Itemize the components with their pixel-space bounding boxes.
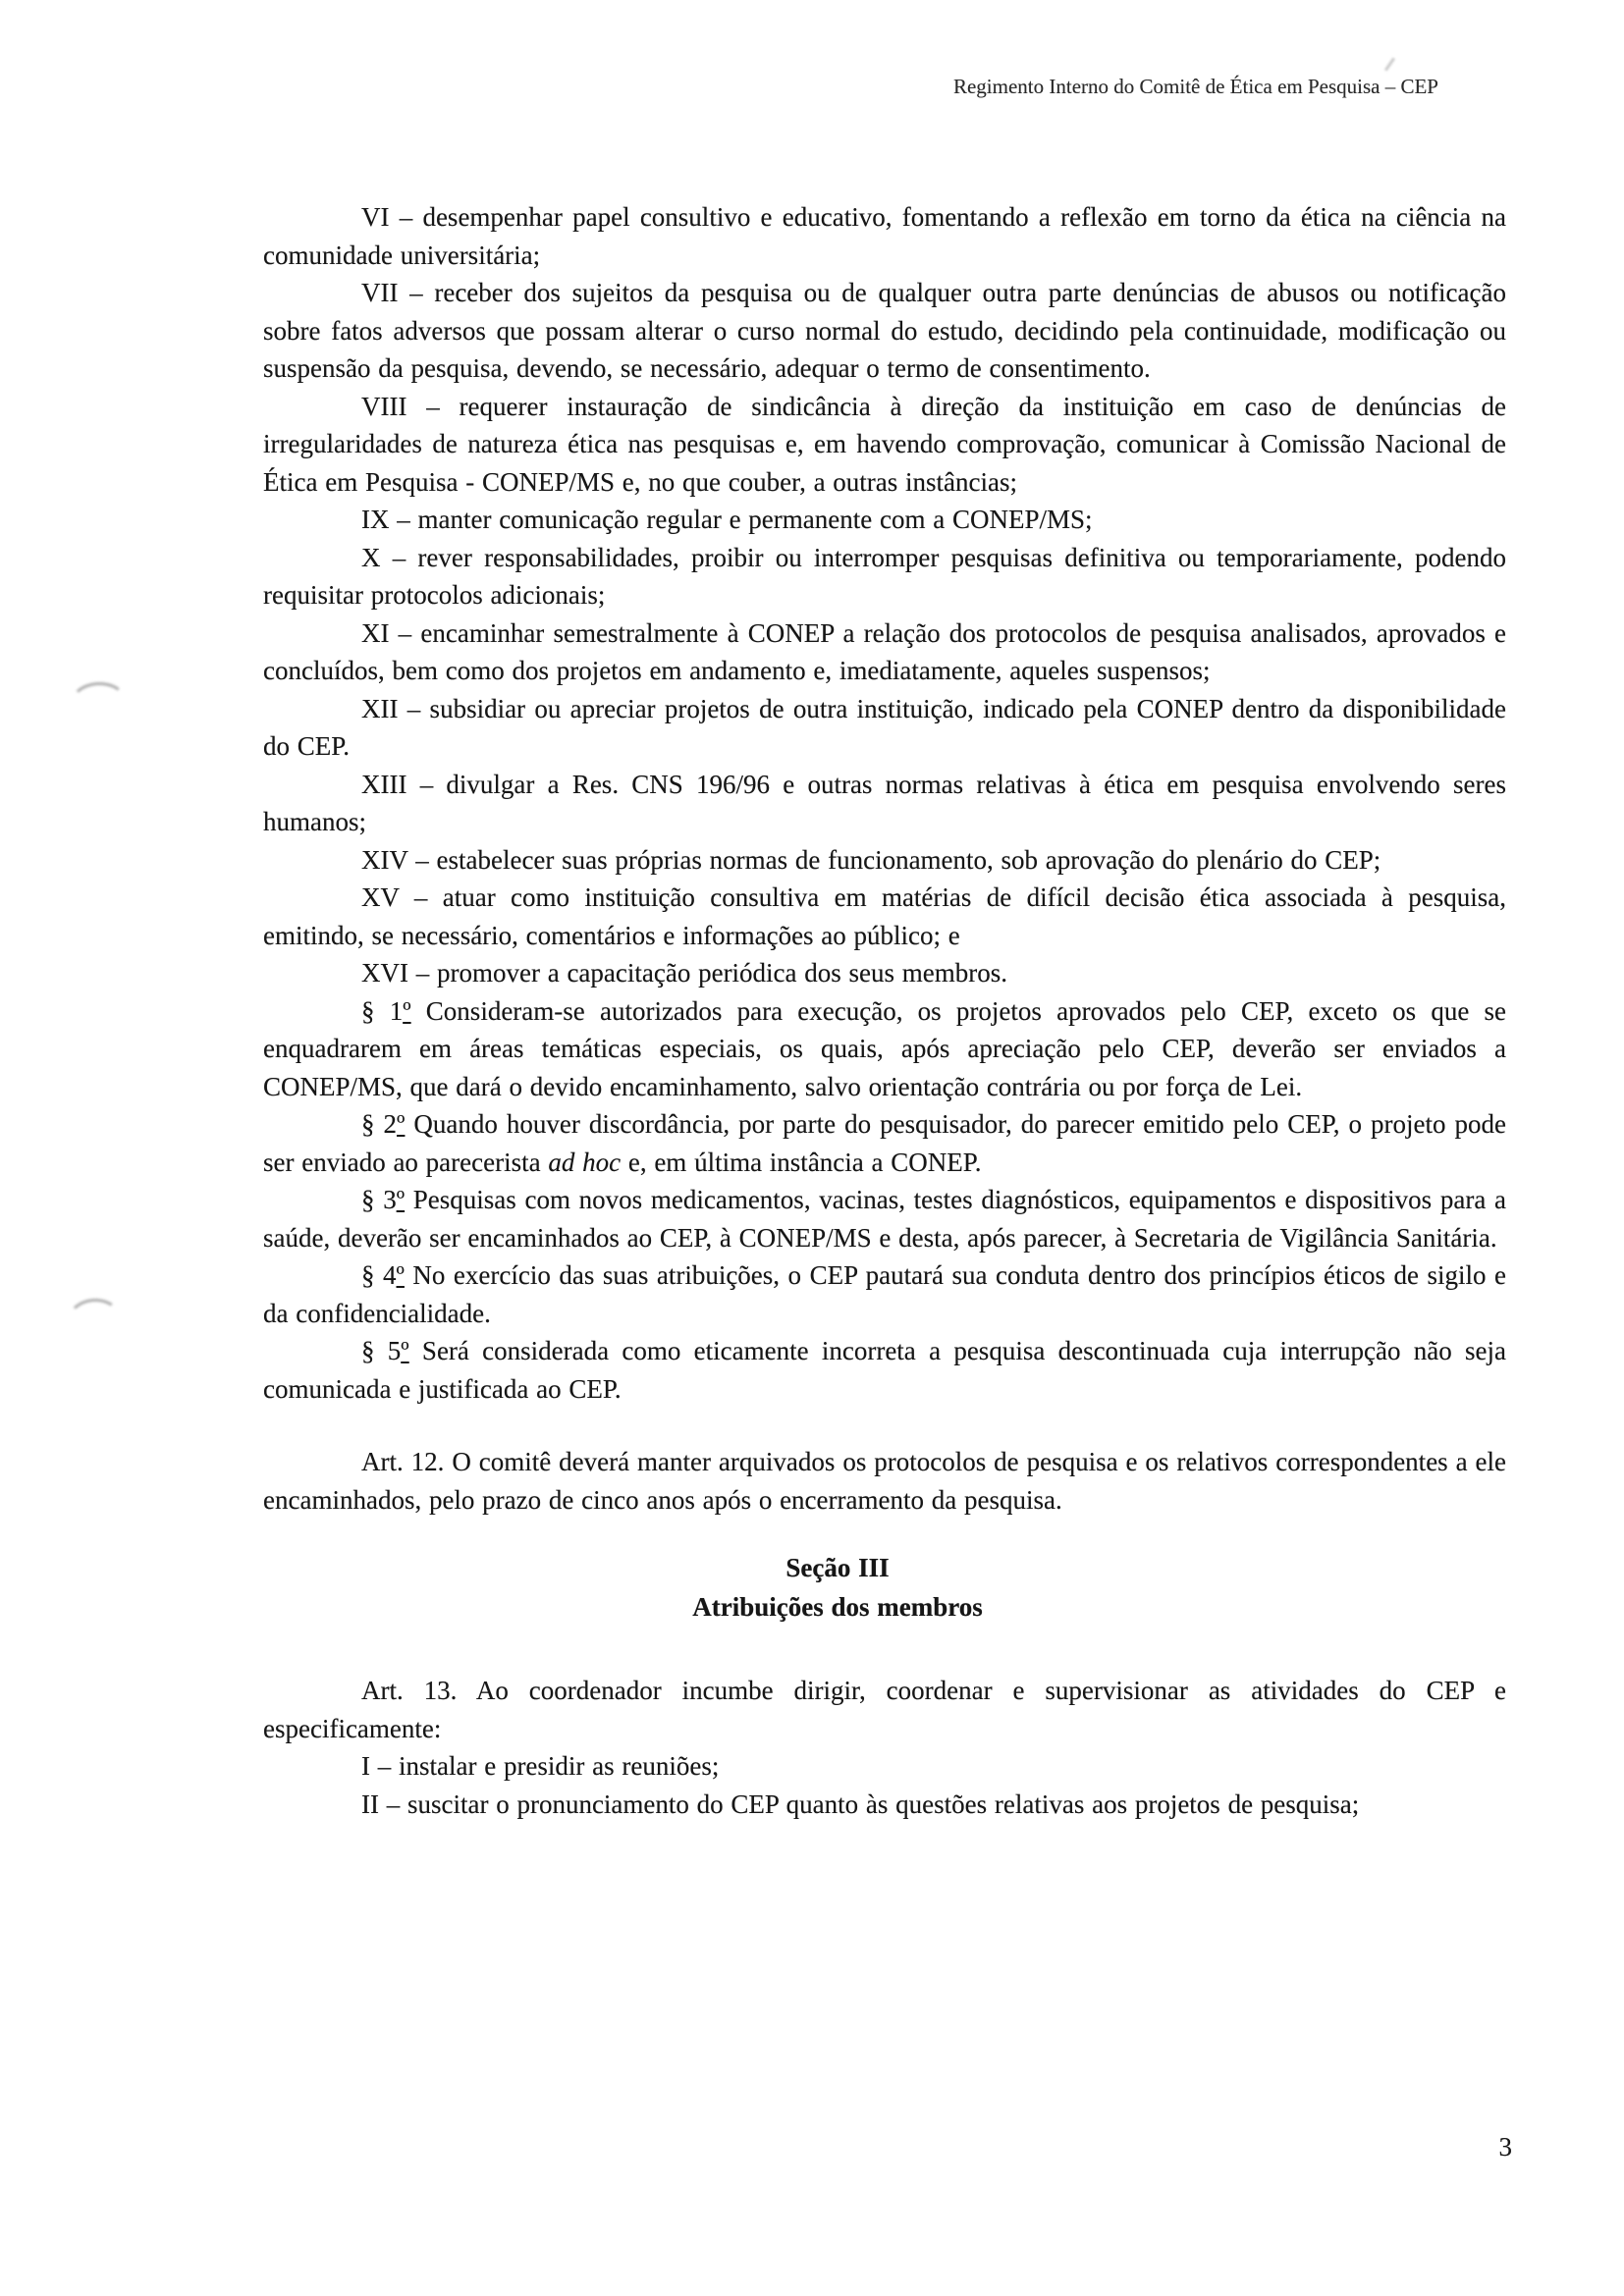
- paragraph-text: VI – desempenhar papel consultivo e educativo, fomentando a reflexão em torno da ética na ciência na comunidade universitária;: [263, 202, 1506, 270]
- paragraph: [263, 1786, 1506, 1824]
- scan-arc-artifact: [66, 1297, 122, 1343]
- paragraph: [263, 1443, 1506, 1519]
- paragraph-text: I – instalar e presidir as reuniões;: [361, 1751, 720, 1781]
- paragraph-text: ad hoc: [548, 1147, 622, 1177]
- paragraph-text: § 2: [361, 1109, 398, 1139]
- section-heading: [216, 1548, 1459, 1627]
- paragraph-text: º: [396, 1260, 405, 1290]
- paragraph-text: º: [401, 1336, 409, 1365]
- paragraph: [263, 1105, 1506, 1181]
- paragraph-text: Quando houver discordância, por parte do pesquisador, do parecer emitido pelo CEP, o projeto pode ser enviado ao parecerista: [263, 1109, 1506, 1177]
- paragraph: [263, 274, 1506, 388]
- paragraph-text: XVI – promover a capacitação periódica dos seus membros.: [361, 958, 1008, 988]
- paragraph: [263, 1747, 1506, 1786]
- paragraph: [263, 841, 1506, 880]
- paragraph-text: Pesquisas com novos medicamentos, vacinas, testes diagnósticos, equipamentos e dispositivos para a saúde, deverão ser encaminhados ao CEP, à CONEP/MS e desta, após parecer, à Secretaria de Vigilância Sanitária.: [263, 1185, 1506, 1253]
- paragraph-text: Art. 13. Ao coordenador incumbe dirigir, coordenar e supervisionar as atividades do CEP e especificamente:: [263, 1676, 1506, 1743]
- running-header: Regimento Interno do Comitê de Ética em Pesquisa – CEP: [952, 75, 1438, 98]
- paragraph-text: XII – subsidiar ou apreciar projetos de outra instituição, indicado pela CONEP dentro da disponibilidade do CEP.: [263, 693, 1506, 761]
- scan-arc-artifact: [69, 680, 129, 726]
- paragraph: [263, 766, 1506, 841]
- paragraph: [263, 992, 1506, 1106]
- paragraph: [263, 1256, 1506, 1332]
- paragraph-text: XI – encaminhar semestralmente à CONEP a relação dos protocolos de pesquisa analisados, aprovados e concluídos, bem como dos projetos em andamento e, imediatamente, aqueles suspensos;: [263, 617, 1506, 685]
- paragraph: [263, 539, 1506, 614]
- paragraph: [263, 1181, 1506, 1256]
- paragraph-text: IX – manter comunicação regular e permanente com a CONEP/MS;: [361, 505, 1093, 534]
- page-number: 3: [1498, 2132, 1512, 2162]
- paragraph: [263, 501, 1506, 539]
- paragraph-text: Art. 12. O comitê deverá manter arquivados os protocolos de pesquisa e os relativos correspondentes a ele encaminhados, pelo prazo de cinco anos após o encerramento da pesquisa.: [263, 1447, 1506, 1515]
- paragraph: [263, 388, 1506, 502]
- paragraph-text: XV – atuar como instituição consultiva em matérias de difícil decisão ética associada à pesquisa, emitindo, se necessário, comentários e informações ao público; e: [263, 882, 1506, 950]
- vertical-gap: [263, 1627, 1506, 1672]
- paragraph-text: Consideram-se autorizados para execução, os projetos aprovados pelo CEP, exceto os que se enquadrarem em áreas temáticas especiais, os quais, após apreciação pelo CEP, deverão ser enviados a CONEP/MS, que dará o devido encaminhamento, salvo orientação contrária ou por força de Lei.: [263, 995, 1507, 1101]
- paragraph-text: º: [403, 995, 411, 1026]
- paragraph-text: X – rever responsabilidades, proibir ou interromper pesquisas definitiva ou temporariamente, podendo requisitar protocolos adicionais;: [263, 542, 1506, 610]
- paragraph-text: No exercício das suas atribuições, o CEP pautará sua conduta dentro dos princípios éticos de sigilo e da confidencialidade.: [263, 1260, 1506, 1328]
- paragraph-text: XIII – divulgar a Res. CNS 196/96 e outras normas relativas à ética em pesquisa envolvendo seres humanos;: [263, 769, 1506, 836]
- paragraph: [263, 954, 1506, 992]
- paragraph-text: § 3: [361, 1185, 397, 1214]
- paragraph-text: Será considerada como eticamente incorreta a pesquisa descontinuada cuja interrupção não seja comunicada e justificada ao CEP.: [263, 1336, 1506, 1404]
- paragraph-text: § 4: [361, 1260, 397, 1290]
- paragraph-text: § 5: [361, 1336, 402, 1365]
- vertical-gap: [263, 1519, 1506, 1548]
- paragraph-text: º: [397, 1109, 406, 1139]
- paragraph-text: VII – receber dos sujeitos da pesquisa ou de qualquer outra parte denúncias de abusos ou notificação sobre fatos adversos que possam alterar o curso normal do estudo, decidindo pela continuidade, modificação ou suspensão da pesquisa, devendo, se necessário, adequar o termo de consentimento.: [263, 278, 1506, 383]
- paragraph: [263, 614, 1506, 690]
- section-heading-line: Atribuições dos membros: [692, 1592, 983, 1622]
- paragraph: [263, 1672, 1506, 1747]
- paragraph: [263, 690, 1506, 766]
- paragraph: [263, 198, 1506, 274]
- paragraph: [263, 1332, 1506, 1408]
- paragraph-text: º: [396, 1185, 406, 1214]
- document-text-block: [263, 198, 1506, 1823]
- paragraph-text: II – suscitar o pronunciamento do CEP quanto às questões relativas aos projetos de pesquisa;: [361, 1789, 1360, 1819]
- vertical-gap: [263, 1408, 1506, 1443]
- paragraph-text: e, em última instância a CONEP.: [621, 1147, 982, 1177]
- scan-speck-artifact: [1384, 57, 1395, 71]
- paragraph-text: XIV – estabelecer suas próprias normas de funcionamento, sob aprovação do plenário do CEP;: [361, 844, 1381, 875]
- paragraph: [263, 879, 1506, 954]
- section-heading-line: Seção III: [785, 1553, 890, 1582]
- paragraph-text: VIII – requerer instauração de sindicância à direção da instituição em caso de denúncias de irregularidades de natureza ética nas pesquisas e, em havendo comprovação, comunicar à Comissão Nacional de Ética em Pesquisa - CONEP/MS e, no que couber, a outras instâncias;: [263, 391, 1506, 497]
- paragraph-text: § 1: [361, 995, 404, 1026]
